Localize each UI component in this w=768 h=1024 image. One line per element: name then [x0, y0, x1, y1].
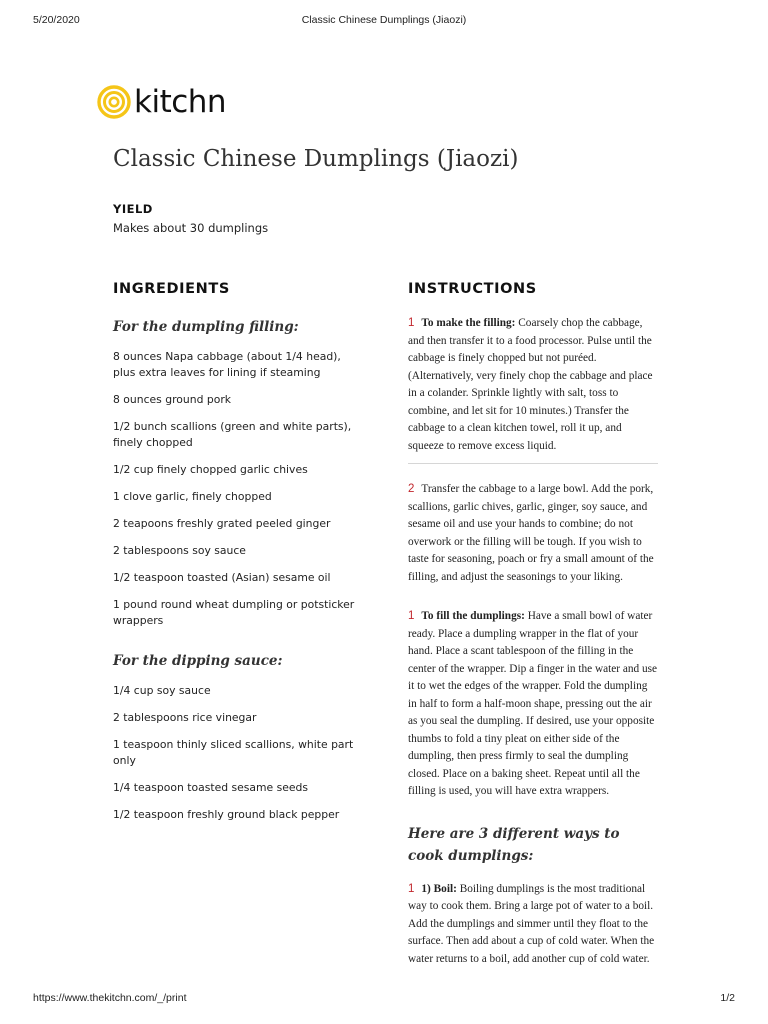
step-text: Coarsely chop the cabbage, and then transfer it to a food processor. Pulse until the cabbage is finely chopped but not puréed. (Alternatively, very finely chop the cabbage and place in a colander. Sprinkle lightly with salt, toss to combine, and let sit for 10 minutes.) Transfer the cabbage to a clean kitchen towel, roll it up, and squeeze to remove excess liquid.	[408, 317, 653, 452]
step-text: Boiling dumplings is the most traditional way to cook them. Bring a large pot of water to a boil. Add the dumplings and simmer until they float to the surface. Then add about a cup of cold water. When the water returns to a boil, add another cup of cold water.	[408, 882, 655, 965]
instructions-section	[408, 279, 658, 968]
ingredient-item: 1/2 cup finely chopped garlic chives	[113, 463, 308, 476]
ingredient-group-title: For the dipping sauce:	[113, 653, 283, 669]
print-url: https://www.thekitchn.com/_/print	[33, 992, 187, 1004]
print-date: 5/20/2020	[33, 14, 80, 26]
ingredient-list	[113, 349, 358, 629]
step-lead: 1) Boil:	[421, 882, 457, 895]
ingredients-heading: INGREDIENTS	[113, 281, 230, 297]
step-lead: To make the filling:	[421, 317, 516, 329]
step-text: Have a small bowl of water ready. Place a dumpling wrapper in the flat of your hand. Place a scant tablespoon of the filling in the center of the wrapper. Dip a finger in the water and use it to wet the edges of the wrapper. Fold the dumpling in half to form a half-moon shape, pressing out the air as you seal the dumpling. If desired, use your opposite thumbs to fold a tiny pleat on either side of the dumpling, then press firmly to seal the dumpling closed. Place on a baking sheet. Repeat until all the filling is used, you will have extra wrappers.	[408, 610, 658, 797]
logo-wordmark: kitchn	[134, 84, 227, 120]
spiral-circle-icon	[97, 85, 131, 119]
ingredient-item: 1 clove garlic, finely chopped	[113, 490, 272, 503]
instruction-step	[408, 881, 658, 969]
ingredient-item: 1/2 teaspoon freshly ground black pepper	[113, 808, 340, 821]
instructions-heading: INSTRUCTIONS	[408, 281, 537, 297]
step-text: Transfer the cabbage to a large bowl. Add the pork, scallions, garlic chives, garlic, ginger, soy sauce, and sesame oil and use your hands to combine; do not overwork or the filling will be tough. If you wish to taste for seasoning, poach or fry a small amount of the filling, and adjust the seasonings to your liking.	[408, 483, 654, 583]
step-lead: To fill the dumplings:	[421, 610, 525, 622]
ingredient-item: 2 tablespoons soy sauce	[113, 544, 246, 557]
yield-label: YIELD	[113, 202, 153, 216]
instruction-step	[408, 481, 658, 586]
ingredient-item: 2 tablespoons rice vinegar	[113, 711, 257, 724]
instruction-step	[408, 315, 658, 455]
print-header-title: Classic Chinese Dumplings (Jiaozi)	[301, 14, 467, 26]
ingredient-item: 8 ounces Napa cabbage (about 1/4 head), plus extra leaves for lining if steaming	[113, 350, 341, 379]
cook-methods-heading: Here are 3 different ways to cook dumplings:	[408, 825, 620, 864]
page-number: 1/2	[720, 992, 735, 1004]
ingredient-item: 1 pound round wheat dumpling or potsticker wrappers	[113, 598, 355, 627]
ingredient-group-title: For the dumpling filling:	[113, 319, 299, 335]
kitchn-logo[interactable]	[97, 84, 226, 120]
ingredient-item: 2 teapoons freshly grated peeled ginger	[113, 517, 331, 530]
step-number: 2	[408, 483, 415, 495]
step-divider	[408, 463, 658, 464]
ingredient-list	[113, 683, 358, 823]
ingredient-item: 1 teaspoon thinly sliced scallions, white part only	[113, 738, 354, 767]
ingredient-item: 1/4 teaspoon toasted sesame seeds	[113, 781, 308, 794]
ingredient-item: 1/4 cup soy sauce	[113, 684, 211, 697]
step-number: 1	[408, 317, 415, 329]
ingredient-item: 8 ounces ground pork	[113, 393, 232, 406]
recipe-title: Classic Chinese Dumplings (Jiaozi)	[113, 146, 519, 172]
ingredients-section	[113, 279, 358, 834]
step-number: 1	[408, 610, 415, 622]
yield-value: Makes about 30 dumplings	[113, 221, 269, 235]
instruction-step	[408, 608, 658, 801]
ingredient-item: 1/2 teaspoon toasted (Asian) sesame oil	[113, 571, 331, 584]
step-number: 1	[408, 882, 415, 895]
ingredient-item: 1/2 bunch scallions (green and white parts), finely chopped	[113, 420, 352, 449]
